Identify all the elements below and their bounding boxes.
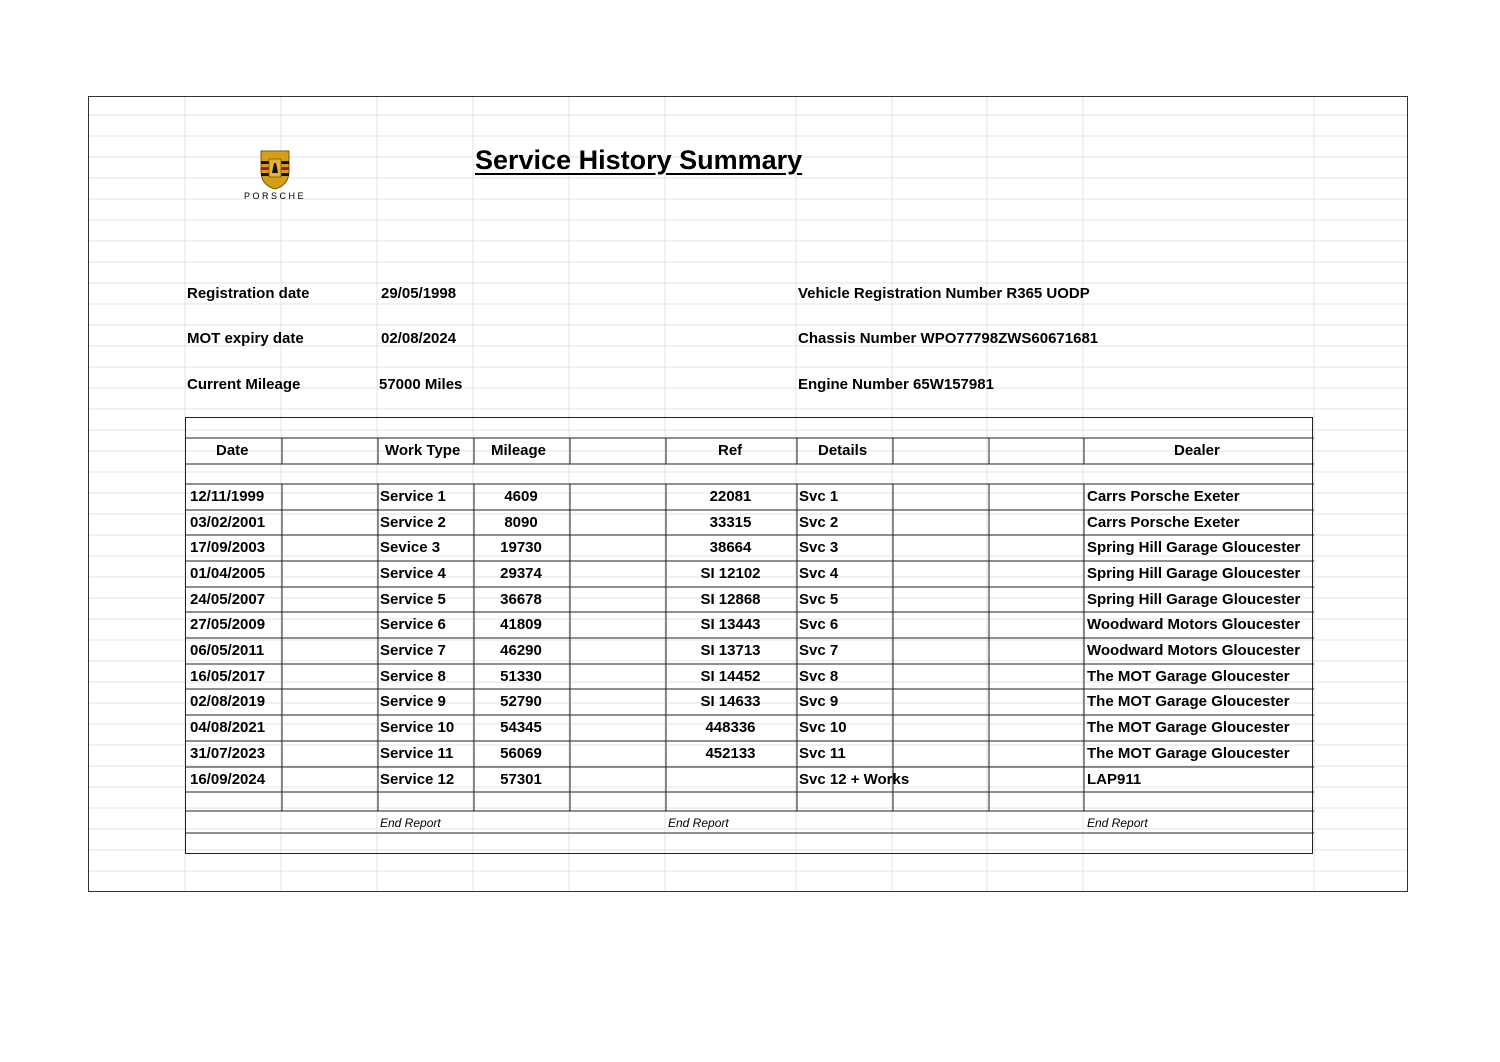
mileage-cell: 29374 — [500, 565, 542, 582]
details-cell: Svc 1 — [799, 488, 839, 505]
work-type-cell: Service 11 — [380, 745, 454, 762]
date-cell: 02/08/2019 — [190, 693, 266, 710]
work-type-cell: Service 9 — [380, 693, 446, 710]
column-header-date: Date — [216, 442, 249, 459]
date-cell: 24/05/2007 — [190, 591, 266, 608]
mileage-cell: 36678 — [500, 591, 542, 608]
end-report-note: End Report — [1087, 816, 1148, 830]
details-cell: Svc 10 — [799, 719, 847, 736]
mileage-cell: 46290 — [500, 642, 542, 659]
details-cell: Svc 8 — [799, 668, 839, 685]
date-cell: 27/05/2009 — [190, 616, 266, 633]
dealer-cell: Spring Hill Garage Gloucester — [1087, 539, 1301, 556]
date-cell: 06/05/2011 — [190, 642, 265, 659]
dealer-cell: The MOT Garage Gloucester — [1087, 693, 1290, 710]
details-cell: Svc 11 — [799, 745, 846, 762]
mileage-cell: 54345 — [500, 719, 542, 736]
work-type-cell: Service 8 — [380, 668, 446, 685]
date-cell: 04/08/2021 — [190, 719, 266, 736]
engine-number: Engine Number 65W157981 — [798, 376, 994, 393]
mot-expiry-label: MOT expiry date — [187, 330, 304, 347]
table-borders — [186, 418, 1314, 855]
mileage-cell: 4609 — [504, 488, 538, 505]
porsche-crest-icon — [225, 149, 325, 191]
date-cell: 03/02/2001 — [190, 514, 266, 531]
work-type-cell: Service 10 — [380, 719, 455, 736]
spreadsheet-page — [88, 96, 1408, 892]
column-header-details: Details — [818, 442, 868, 459]
ref-cell: 452133 — [705, 745, 756, 762]
work-type-cell: Service 2 — [380, 514, 446, 531]
mileage-cell: 56069 — [500, 745, 542, 762]
ref-cell: 33315 — [709, 514, 752, 531]
work-type-cell: Service 4 — [380, 565, 446, 582]
details-cell: Svc 7 — [799, 642, 839, 659]
date-cell: 16/05/2017 — [190, 668, 266, 685]
vehicle-registration-number: Vehicle Registration Number R365 UODP — [798, 285, 1090, 302]
porsche-wordmark: PORSCHE — [243, 191, 306, 201]
ref-cell: SI 13713 — [700, 642, 761, 659]
registration-date-label: Registration date — [187, 285, 310, 302]
dealer-cell: Carrs Porsche Exeter — [1087, 488, 1240, 505]
work-type-cell: Service 6 — [380, 616, 446, 633]
ref-cell: SI 14633 — [700, 693, 761, 710]
dealer-cell: Spring Hill Garage Gloucester — [1087, 565, 1301, 582]
mileage-cell: 52790 — [500, 693, 542, 710]
mileage-cell: 41809 — [500, 616, 542, 633]
dealer-cell: The MOT Garage Gloucester — [1087, 745, 1290, 762]
ref-cell: SI 14452 — [700, 668, 761, 685]
mileage-cell: 57301 — [500, 771, 542, 788]
dealer-cell: Spring Hill Garage Gloucester — [1087, 591, 1301, 608]
ref-cell: SI 12102 — [700, 565, 761, 582]
service-history-table — [185, 417, 1313, 854]
page-title: Service History Summary — [475, 145, 803, 175]
ref-cell: 22081 — [709, 488, 752, 505]
porsche-logo — [225, 149, 325, 207]
mileage-cell: 51330 — [500, 668, 542, 685]
end-report-note: End Report — [380, 816, 441, 830]
dealer-cell: LAP911 — [1087, 771, 1142, 788]
ref-cell: SI 13443 — [700, 616, 761, 633]
dealer-cell: The MOT Garage Gloucester — [1087, 719, 1290, 736]
mileage-cell: 8090 — [504, 514, 538, 531]
work-type-cell: Service 12 — [380, 771, 455, 788]
work-type-cell: Sevice 3 — [380, 539, 441, 556]
mot-expiry-value: 02/08/2024 — [381, 330, 457, 347]
ref-cell: SI 12868 — [700, 591, 761, 608]
details-cell: Svc 4 — [799, 565, 839, 582]
column-header-work-type: Work Type — [385, 442, 461, 459]
dealer-cell: Woodward Motors Gloucester — [1087, 616, 1301, 633]
column-header-mileage: Mileage — [491, 442, 547, 459]
details-cell: Svc 9 — [799, 693, 839, 710]
ref-cell: 448336 — [705, 719, 756, 736]
date-cell: 17/09/2003 — [190, 539, 266, 556]
column-header-dealer: Dealer — [1174, 442, 1220, 459]
details-cell: Svc 3 — [799, 539, 839, 556]
dealer-cell: The MOT Garage Gloucester — [1087, 668, 1290, 685]
details-cell: Svc 2 — [799, 514, 839, 531]
details-cell: Svc 5 — [799, 591, 839, 608]
work-type-cell: Service 5 — [380, 591, 446, 608]
dealer-cell: Carrs Porsche Exeter — [1087, 514, 1240, 531]
date-cell: 16/09/2024 — [190, 771, 266, 788]
ref-cell: 38664 — [709, 539, 752, 556]
column-header-ref: Ref — [718, 442, 743, 459]
date-cell: 01/04/2005 — [190, 565, 266, 582]
mileage-cell: 19730 — [500, 539, 542, 556]
dealer-cell: Woodward Motors Gloucester — [1087, 642, 1301, 659]
details-cell: Svc 6 — [799, 616, 839, 633]
date-cell: 31/07/2023 — [190, 745, 266, 762]
work-type-cell: Service 7 — [380, 642, 446, 659]
current-mileage-label: Current Mileage — [187, 376, 301, 393]
end-report-note: End Report — [668, 816, 729, 830]
chassis-number: Chassis Number WPO77798ZWS60671681 — [798, 330, 1099, 347]
date-cell: 12/11/1999 — [190, 488, 265, 505]
details-cell: Svc 12 + Works — [799, 771, 910, 788]
work-type-cell: Service 1 — [380, 488, 446, 505]
registration-date-value: 29/05/1998 — [381, 285, 457, 302]
current-mileage-value: 57000 Miles — [379, 376, 463, 393]
